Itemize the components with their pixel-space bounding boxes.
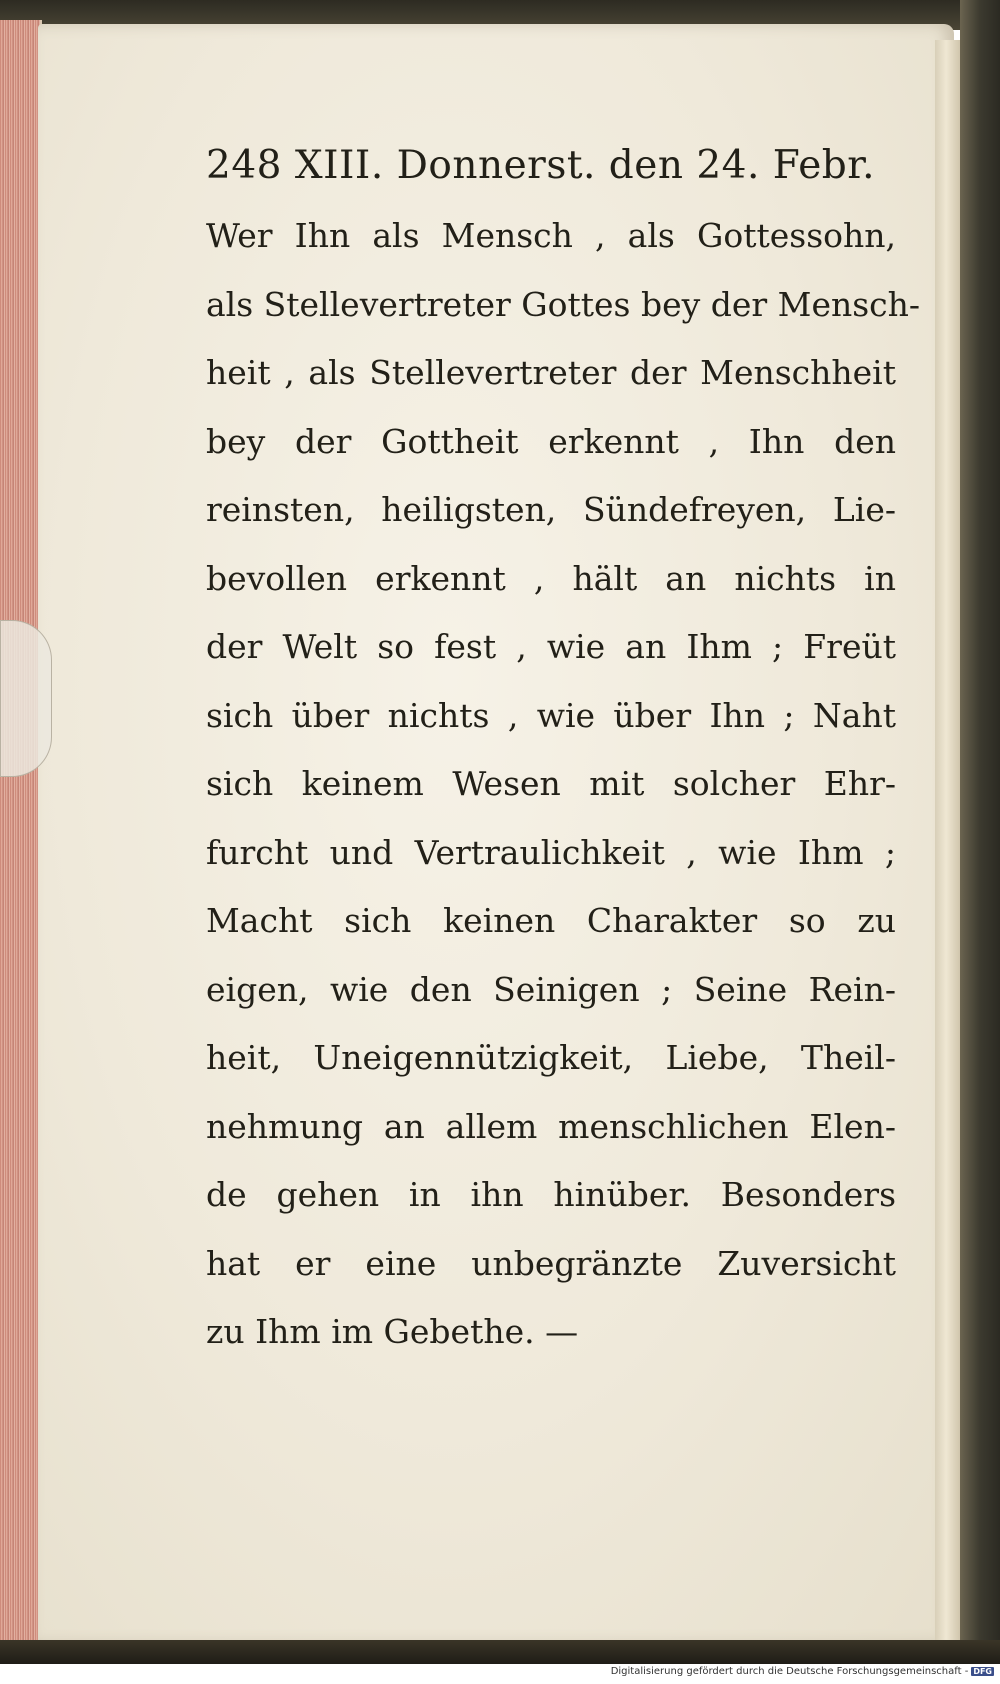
text-line: de gehen in ihn hinüber. Besonders (206, 1175, 896, 1214)
body-text (206, 202, 921, 1367)
text-line: nehmung an allem menschlichen Elen- (206, 1106, 896, 1146)
text-line: als Stellevertreter Gottes bey der Mensch- (206, 284, 921, 324)
text-line: bey der Gottheit erkennt , Ihn den (206, 421, 896, 461)
text-line: bevollen erkennt , hält an nichts in (206, 558, 896, 598)
page-text (206, 140, 921, 1367)
credit-text: Digitalisierung gefördert durch die Deutsche Forschungsgemeinschaft - (610, 1666, 969, 1677)
text-line: eigen, wie den Seinigen ; Seine Rein- (206, 969, 896, 1009)
text-line: hat er eine unbegränzte Zuversicht (206, 1243, 896, 1283)
page-tab (0, 620, 52, 777)
text-line: reinsten, heiligsten, Sündefreyen, Lie- (206, 490, 896, 529)
digitization-credit (611, 1666, 994, 1677)
text-line: sich keinem Wesen mit solcher Ehr- (206, 764, 896, 803)
page-fold (935, 40, 963, 1640)
text-line: heit , als Stellevertreter der Menschheit (206, 353, 896, 392)
running-header: 248 XIII. Donnerst. den 24. Febr. (206, 143, 876, 188)
text-line: zu Ihm im Gebethe. — (206, 1312, 579, 1351)
page-edges (0, 20, 42, 1645)
text-line: Macht sich keinen Charakter so zu (206, 901, 896, 940)
text-line: Wer Ihn als Mensch , als Gottessohn, (206, 216, 896, 255)
text-line: furcht und Vertraulichkeit , wie Ihm ; (206, 832, 896, 872)
scan-background-bottom (0, 1640, 1000, 1664)
dfg-logo: DFG (973, 1667, 992, 1676)
scan-background-right (960, 0, 1000, 1660)
text-line: sich über nichts , wie über Ihn ; Naht (206, 695, 896, 735)
text-line: heit, Uneigennützigkeit, Liebe, Theil- (206, 1038, 896, 1077)
text-line: der Welt so fest , wie an Ihm ; Freüt (206, 627, 896, 666)
